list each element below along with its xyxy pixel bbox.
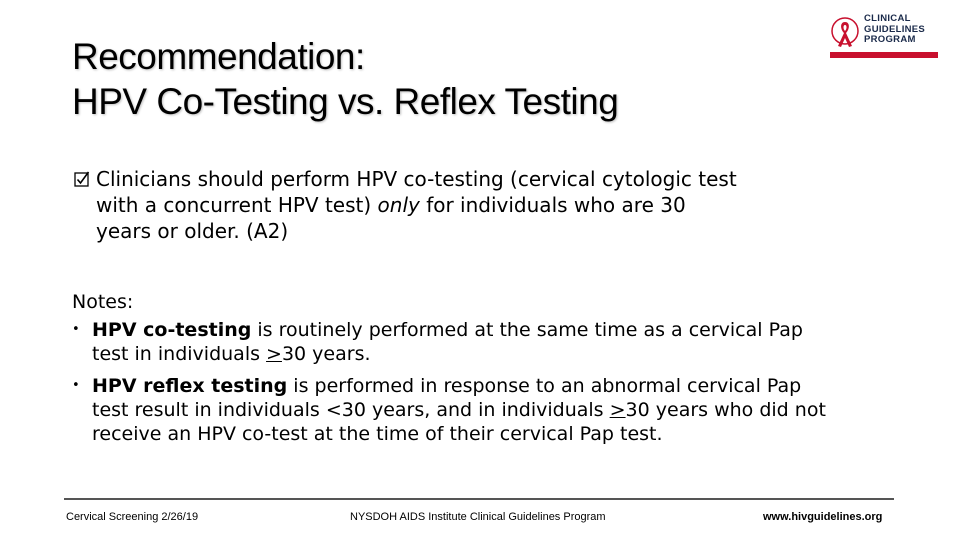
bullet-icon: • [72,378,80,393]
red-ribbon-icon [830,16,860,56]
checkbox-checked-icon [74,170,90,188]
note-2-term: HPV reflex testing [92,375,288,397]
recommendation-line-2 [96,192,834,218]
note-1-line-2-end: 30 years. [281,343,371,365]
logo-line-3: PROGRAM [864,34,916,45]
footer-divider [64,498,894,500]
recommendation-text [96,166,834,244]
note-1-text: is routinely performed at the same time as a cervical Pap [251,319,803,341]
note-2-line-2-end: 30 years who did not [625,399,826,421]
clinical-guidelines-logo [830,14,940,60]
note-item-co-testing [72,318,862,366]
recommendation-line-1: Clinicians should perform HPV co-testing (cervical cytologic test [96,167,737,191]
footer-website-link[interactable]: www.hivguidelines.org [763,511,883,523]
logo-red-bar [830,52,938,58]
notes-label: Notes: [72,291,134,313]
slide-title-line-2: HPV Co-Testing vs. Reflex Testing [72,81,619,122]
note-1-line-2 [92,342,862,366]
logo-wordmark [864,14,925,46]
bullet-icon: • [72,322,80,337]
note-1-line-1 [92,318,862,342]
note-2-line-1 [92,374,862,398]
logo-line-1: CLINICAL [864,13,911,24]
recommendation-line-3: years or older. (A2) [96,219,289,243]
slide-title-line-1: Recommendation: [72,36,365,77]
note-2-line-3: receive an HPV co-test at the time of their cervical Pap test. [92,423,663,445]
note-1-gte-sign: > [266,343,282,365]
logo-line-2: GUIDELINES [864,23,926,35]
note-1-line-2-start: test in individuals [92,343,267,365]
footer-left-text: Cervical Screening 2/26/19 [66,511,199,523]
note-2-gte-sign: > [609,399,626,421]
slide-title [72,34,618,124]
recommendation-line-2-end: for individuals who are 30 [419,193,686,217]
note-1-term: HPV co-testing [92,319,252,341]
footer-center-text: NYSDOH AIDS Institute Clinical Guidelines Program [350,511,606,523]
note-2-text: is performed in response to an abnormal cervical Pap [287,375,802,397]
recommendation-emphasis: only [377,193,420,217]
note-2-line-2-start: test result in individuals <30 years, and in individuals [92,399,610,421]
note-2-line-2 [92,398,862,422]
recommendation-block [74,166,834,244]
notes-section [72,290,862,454]
recommendation-line-2-start: with a concurrent HPV test) [96,193,378,217]
note-item-reflex-testing [72,374,862,446]
